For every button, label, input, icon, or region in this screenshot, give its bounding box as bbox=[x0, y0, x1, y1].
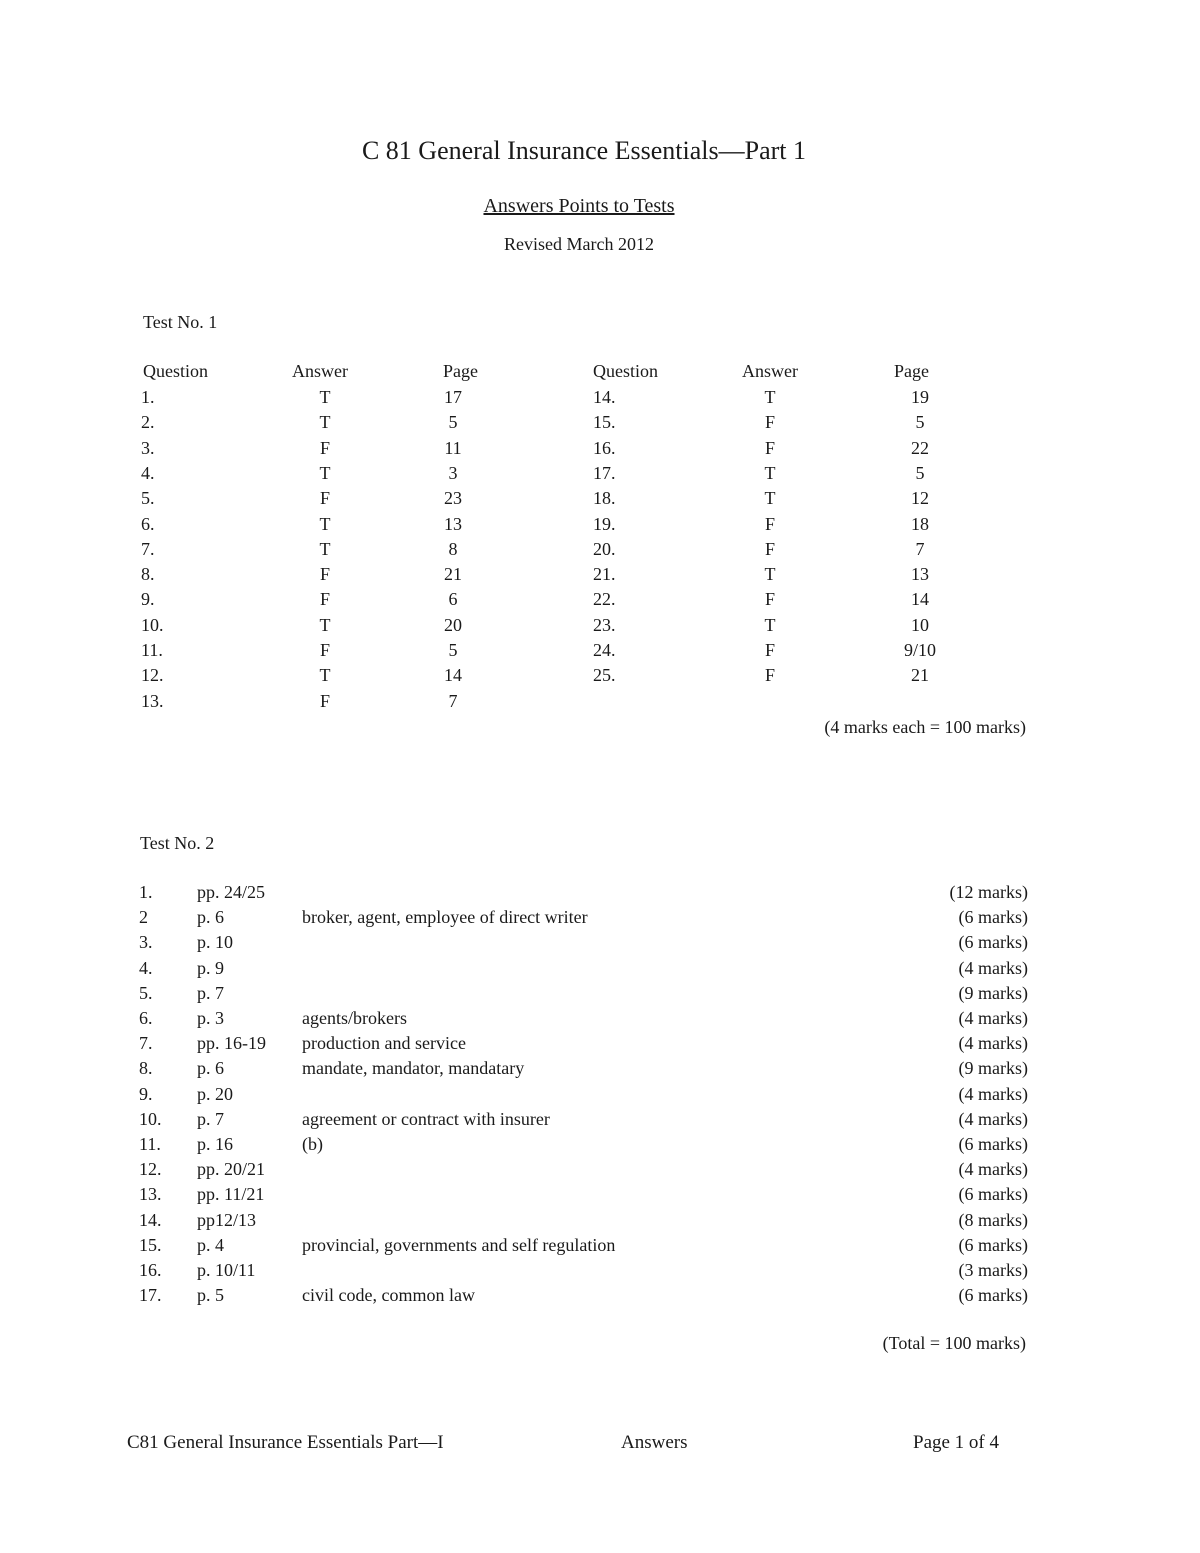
test1-header-row bbox=[0, 361, 1200, 386]
test2-row bbox=[0, 932, 1200, 957]
question-number: 23. bbox=[593, 614, 616, 635]
test2-row bbox=[0, 1184, 1200, 1209]
page-reference: p. 6 bbox=[197, 907, 224, 928]
page-reference: pp. 24/25 bbox=[197, 882, 266, 902]
item-number: 13. bbox=[139, 1184, 162, 1205]
marks-value: (12 marks) bbox=[949, 882, 1028, 902]
page-reference: 14 bbox=[444, 665, 462, 686]
test1-row bbox=[0, 615, 1200, 640]
test2-row bbox=[0, 1008, 1200, 1033]
page-reference: pp12/13 bbox=[197, 1209, 257, 1230]
answer-points: civil code, common law bbox=[302, 1285, 475, 1306]
page-reference: p. 5 bbox=[197, 1285, 224, 1306]
page-reference: 21 bbox=[444, 564, 462, 585]
answer-value: F bbox=[319, 488, 330, 509]
page-reference: 20 bbox=[444, 614, 462, 635]
question-number: 5. bbox=[141, 488, 155, 509]
page-reference: 9/10 bbox=[903, 640, 936, 660]
answer-value: T bbox=[319, 614, 331, 635]
page-reference: 14 bbox=[911, 589, 929, 610]
footer-section: Answers bbox=[621, 1432, 688, 1453]
marks-value: (4 marks) bbox=[958, 1083, 1028, 1104]
answer-value: F bbox=[319, 564, 330, 585]
item-number: 2 bbox=[139, 907, 148, 928]
question-number: 24. bbox=[593, 640, 616, 660]
item-number: 14. bbox=[139, 1209, 162, 1230]
test1-row bbox=[0, 412, 1200, 437]
marks-value: (3 marks) bbox=[958, 1260, 1028, 1280]
test1-row bbox=[0, 387, 1200, 412]
page-header-right: Page bbox=[894, 361, 929, 381]
question-number: 7. bbox=[141, 538, 155, 559]
answer-value: F bbox=[764, 589, 775, 610]
answer-value: F bbox=[319, 690, 330, 711]
test1-row bbox=[0, 564, 1200, 589]
marks-value: (6 marks) bbox=[958, 907, 1028, 928]
answer-value: F bbox=[764, 538, 775, 559]
marks-value: (6 marks) bbox=[958, 1184, 1028, 1205]
question-header-right: Question bbox=[593, 361, 658, 381]
page-reference: 5 bbox=[448, 412, 458, 433]
question-number: 1. bbox=[141, 387, 155, 407]
answer-points: provincial, governments and self regulation bbox=[302, 1234, 616, 1255]
item-number: 10. bbox=[139, 1108, 162, 1129]
page-reference: 12 bbox=[911, 488, 929, 509]
item-number: 6. bbox=[139, 1008, 153, 1028]
answer-value: F bbox=[319, 437, 330, 458]
page-reference: 6 bbox=[448, 589, 458, 610]
test1-row bbox=[0, 514, 1200, 539]
test2-row bbox=[0, 1285, 1200, 1310]
answer-value: T bbox=[764, 387, 776, 407]
test2-row bbox=[0, 1058, 1200, 1083]
item-number: 5. bbox=[139, 982, 153, 1003]
marks-value: (6 marks) bbox=[958, 932, 1028, 953]
page-reference: pp. 16-19 bbox=[197, 1033, 266, 1054]
test2-row bbox=[0, 1134, 1200, 1159]
test1-row bbox=[0, 589, 1200, 614]
answer-points: agreement or contract with insurer bbox=[302, 1108, 550, 1129]
question-number: 19. bbox=[593, 513, 616, 534]
page-reference: p. 6 bbox=[197, 1058, 224, 1079]
answer-value: T bbox=[319, 387, 331, 407]
test1-row bbox=[0, 438, 1200, 463]
item-number: 15. bbox=[139, 1234, 162, 1255]
marks-value: (9 marks) bbox=[958, 1058, 1028, 1079]
test2-label: Test No. 2 bbox=[140, 833, 215, 853]
test1-row bbox=[0, 691, 1200, 716]
footer-course: C81 General Insurance Essentials Part—I bbox=[127, 1432, 444, 1453]
page-header-left: Page bbox=[443, 361, 478, 381]
page-reference: 22 bbox=[911, 437, 929, 458]
answer-value: F bbox=[319, 640, 330, 660]
answer-points: agents/brokers bbox=[302, 1008, 407, 1028]
page-reference: p. 9 bbox=[197, 957, 224, 978]
question-header-left: Question bbox=[143, 361, 208, 381]
item-number: 1. bbox=[139, 882, 153, 902]
question-number: 14. bbox=[593, 387, 616, 407]
test1-row bbox=[0, 640, 1200, 665]
answer-value: T bbox=[319, 412, 331, 433]
item-number: 4. bbox=[139, 957, 153, 978]
footer-page-number: Page 1 of 4 bbox=[913, 1432, 1000, 1453]
answer-points: broker, agent, employee of direct writer bbox=[302, 907, 588, 928]
test2-row bbox=[0, 1159, 1200, 1184]
page-reference: 19 bbox=[911, 387, 929, 407]
page-reference: 8 bbox=[448, 538, 458, 559]
page-reference: 13 bbox=[444, 513, 462, 534]
answer-points: production and service bbox=[302, 1033, 466, 1054]
answer-value: T bbox=[764, 564, 776, 585]
test2-row bbox=[0, 1109, 1200, 1134]
item-number: 7. bbox=[139, 1033, 153, 1054]
document-subtitle: Answers Points to Tests bbox=[483, 195, 675, 217]
test2-row bbox=[0, 1033, 1200, 1058]
question-number: 25. bbox=[593, 665, 616, 686]
answer-value: T bbox=[764, 488, 776, 509]
page-reference: p. 20 bbox=[197, 1083, 233, 1104]
marks-value: (9 marks) bbox=[958, 982, 1028, 1003]
revision-date: Revised March 2012 bbox=[504, 234, 654, 254]
answer-value: F bbox=[319, 589, 330, 610]
answer-value: F bbox=[764, 640, 775, 660]
marks-value: (4 marks) bbox=[958, 1008, 1028, 1028]
page-reference: 23 bbox=[444, 488, 462, 509]
page-reference: p. 16 bbox=[197, 1134, 233, 1154]
marks-value: (4 marks) bbox=[958, 1033, 1028, 1054]
answer-header-left: Answer bbox=[292, 361, 348, 381]
page-reference: 5 bbox=[915, 412, 925, 433]
page-reference: 17 bbox=[444, 387, 462, 407]
item-number: 12. bbox=[139, 1159, 162, 1180]
question-number: 15. bbox=[593, 412, 616, 433]
marks-value: (6 marks) bbox=[958, 1234, 1028, 1255]
test1-row bbox=[0, 665, 1200, 690]
question-number: 21. bbox=[593, 564, 616, 585]
item-number: 3. bbox=[139, 932, 153, 953]
answer-value: F bbox=[764, 665, 775, 686]
question-number: 3. bbox=[141, 437, 155, 458]
page-reference: 21 bbox=[911, 665, 929, 686]
page-reference: 11 bbox=[444, 437, 462, 458]
marks-value: (6 marks) bbox=[958, 1134, 1028, 1154]
marks-value: (4 marks) bbox=[958, 1159, 1028, 1180]
page-reference: 7 bbox=[448, 690, 458, 711]
test2-row bbox=[0, 1210, 1200, 1235]
marks-value: (4 marks) bbox=[958, 957, 1028, 978]
page-reference: p. 10 bbox=[197, 932, 233, 953]
page-reference: p. 7 bbox=[197, 1108, 224, 1129]
marks-value: (4 marks) bbox=[958, 1108, 1028, 1129]
question-number: 9. bbox=[141, 589, 155, 610]
test2-row bbox=[0, 907, 1200, 932]
item-number: 17. bbox=[139, 1285, 162, 1306]
answer-header-right: Answer bbox=[742, 361, 798, 381]
answer-value: T bbox=[319, 462, 331, 483]
answer-value: F bbox=[764, 437, 775, 458]
answer-value: F bbox=[764, 412, 775, 433]
test1-row bbox=[0, 539, 1200, 564]
test2-row bbox=[0, 1084, 1200, 1109]
page-reference: p. 4 bbox=[197, 1234, 224, 1255]
marks-value: (6 marks) bbox=[958, 1285, 1028, 1306]
document-title: C 81 General Insurance Essentials—Part 1 bbox=[361, 136, 807, 165]
test2-row bbox=[0, 882, 1200, 907]
question-number: 12. bbox=[141, 665, 164, 686]
marks-value: (8 marks) bbox=[958, 1209, 1028, 1230]
test1-label: Test No. 1 bbox=[143, 312, 218, 332]
page-reference: 5 bbox=[448, 640, 458, 660]
test1-row bbox=[0, 488, 1200, 513]
test2-row bbox=[0, 983, 1200, 1008]
question-number: 16. bbox=[593, 437, 616, 458]
answer-value: T bbox=[319, 538, 331, 559]
answer-value: T bbox=[319, 665, 331, 686]
answer-value: T bbox=[319, 513, 331, 534]
item-number: 8. bbox=[139, 1058, 153, 1079]
page-reference: 18 bbox=[911, 513, 929, 534]
question-number: 22. bbox=[593, 589, 616, 610]
item-number: 11. bbox=[139, 1134, 161, 1154]
question-number: 2. bbox=[141, 412, 155, 433]
answer-value: T bbox=[764, 614, 776, 635]
page-reference: pp. 20/21 bbox=[197, 1159, 266, 1180]
question-number: 17. bbox=[593, 462, 616, 483]
page-reference: p. 10/11 bbox=[197, 1260, 256, 1280]
answer-value: F bbox=[764, 513, 775, 534]
page-reference: 7 bbox=[915, 538, 925, 559]
test2-row bbox=[0, 1235, 1200, 1260]
question-number: 4. bbox=[141, 462, 155, 483]
item-number: 9. bbox=[139, 1083, 153, 1104]
page-reference: 13 bbox=[911, 564, 929, 585]
question-number: 13. bbox=[141, 690, 164, 711]
test2-row bbox=[0, 958, 1200, 983]
page-reference: 5 bbox=[915, 462, 925, 483]
question-number: 8. bbox=[141, 564, 155, 585]
page-reference: pp. 11/21 bbox=[197, 1184, 265, 1205]
test1-row bbox=[0, 463, 1200, 488]
test2-total: (Total = 100 marks) bbox=[882, 1333, 1026, 1353]
item-number: 16. bbox=[139, 1260, 162, 1280]
question-number: 6. bbox=[141, 513, 155, 534]
answer-value: T bbox=[764, 462, 776, 483]
page-reference: 3 bbox=[448, 462, 458, 483]
question-number: 20. bbox=[593, 538, 616, 559]
question-number: 18. bbox=[593, 488, 616, 509]
answer-points: mandate, mandator, mandatary bbox=[302, 1058, 525, 1079]
page-reference: 10 bbox=[911, 614, 929, 635]
question-number: 11. bbox=[141, 640, 163, 660]
test2-row bbox=[0, 1260, 1200, 1285]
question-number: 10. bbox=[141, 614, 164, 635]
answer-points: (b) bbox=[302, 1134, 323, 1154]
page-reference: p. 7 bbox=[197, 982, 224, 1003]
test1-marks-note: (4 marks each = 100 marks) bbox=[824, 717, 1026, 737]
page-reference: p. 3 bbox=[197, 1008, 224, 1028]
